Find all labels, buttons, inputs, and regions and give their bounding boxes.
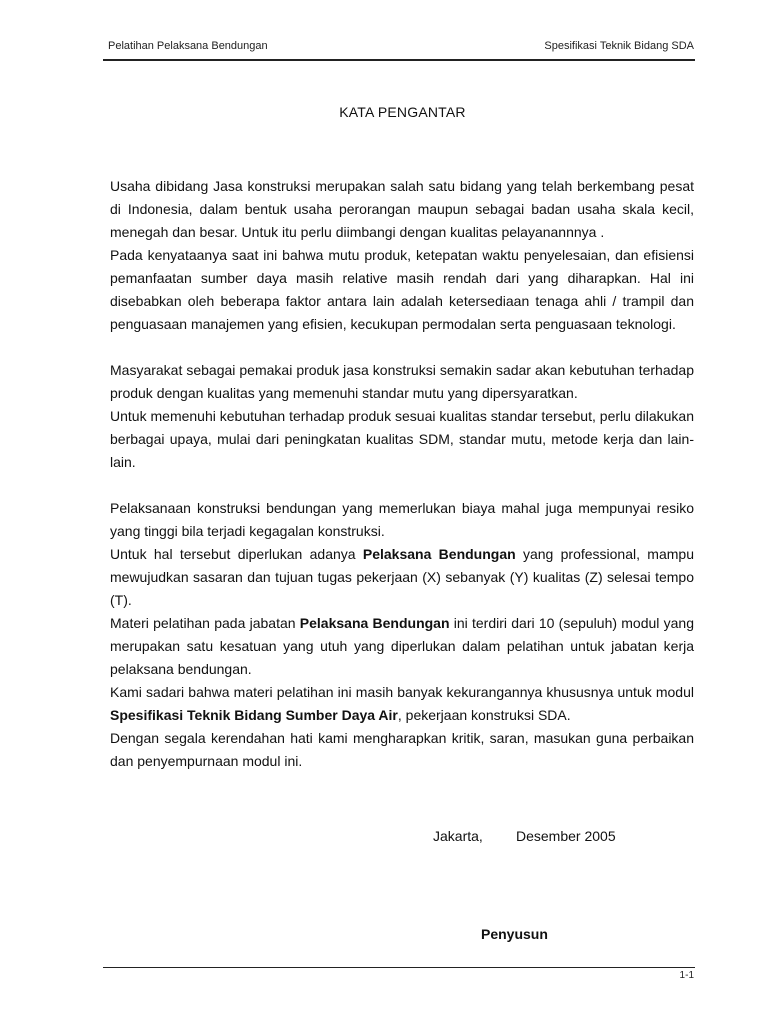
page-number: 1-1 bbox=[679, 970, 694, 981]
paragraph-8 bbox=[110, 681, 694, 727]
page-title: KATA PENGANTAR bbox=[339, 104, 466, 120]
paragraph-7 bbox=[110, 612, 694, 681]
footer-divider bbox=[103, 967, 695, 968]
paragraph-6-emphasis: Pelaksana Bendungan bbox=[362, 546, 516, 562]
paragraph-8-emphasis: Spesifikasi Teknik Bidang Sumber Daya Air bbox=[110, 707, 398, 723]
closing-city: Jakarta, bbox=[433, 828, 483, 844]
paragraph-6-text: Untuk hal tersebut diperlukan adanya bbox=[110, 546, 363, 562]
paragraph-9: Dengan segala kerendahan hati kami mengharapkan kritik, saran, masukan guna perbaikan dan penyempurnaan modul ini. bbox=[110, 730, 694, 769]
paragraph-8-text: Kami sadari bahwa materi pelatihan ini masih banyak kekurangannya khususnya untuk modul bbox=[110, 684, 694, 700]
closing-date: Desember 2005 bbox=[516, 828, 616, 844]
paragraph-8-text-end: , pekerjaan konstruksi SDA. bbox=[397, 707, 571, 723]
paragraph-1: Usaha dibidang Jasa konstruksi merupakan salah satu bidang yang telah berkembang pesat di Indonesia, dalam bentuk usaha perorangan maupun sebagai badan usaha skala kecil, menegah dan besar. Untuk itu perlu diimbangi dengan kualitas pelayanannnya . bbox=[110, 178, 694, 240]
paragraph-3: Masyarakat sebagai pemakai produk jasa konstruksi semakin sadar akan kebutuhan terhadap produk dengan kualitas yang memenuhi standar mutu yang dipersyaratkan. bbox=[110, 362, 694, 401]
paragraph-2: Pada kenyataanya saat ini bahwa mutu produk, ketepatan waktu penyelesaian, dan efisiensi pemanfaatan sumber daya masih relative masih rendah dari yang diharapkan. Hal ini disebabkan oleh beberapa faktor antara lain adalah ketersediaan tenaga ahli / trampil dan penguasaan manajemen yang efisien, kecukupan permodalan serta penguasaan teknologi. bbox=[110, 247, 694, 332]
paragraph-7-text-end: ini terdiri dari 10 (sepuluh) modul yang merupakan satu kesatuan yang utuh yang diperlukan dalam pelatihan untuk jabatan kerja pelaksana bendungan. bbox=[110, 615, 694, 677]
paragraph-6 bbox=[110, 543, 694, 612]
paragraph-7-emphasis: Pelaksana Bendungan bbox=[299, 615, 450, 631]
running-header bbox=[106, 40, 694, 56]
header-left-text: Pelatihan Pelaksana Bendungan bbox=[108, 40, 268, 52]
paragraph-5: Pelaksanaan konstruksi bendungan yang memerlukan biaya mahal juga mempunyai resiko yang tinggi bila terjadi kegagalan konstruksi. bbox=[110, 500, 694, 539]
paragraph-6-text-end: yang professional, mampu mewujudkan sasaran dan tujuan tugas pekerjaan (X) sebanyak (Y) kualitas (Z) selesai tempo (T). bbox=[110, 546, 694, 608]
header-right-text: Spesifikasi Teknik Bidang SDA bbox=[544, 40, 694, 52]
header-divider bbox=[103, 59, 695, 61]
closing-place-date bbox=[433, 828, 616, 844]
paragraph-4: Untuk memenuhi kebutuhan terhadap produk sesuai kualitas standar tersebut, perlu dilakukan berbagai upaya, mulai dari peningkatan kualitas SDM, standar mutu, metode kerja dan lain-lain. bbox=[110, 408, 694, 470]
closing-author: Penyusun bbox=[481, 926, 548, 942]
paragraph-7-text: Materi pelatihan pada jabatan bbox=[110, 615, 300, 631]
body-text bbox=[110, 175, 694, 773]
